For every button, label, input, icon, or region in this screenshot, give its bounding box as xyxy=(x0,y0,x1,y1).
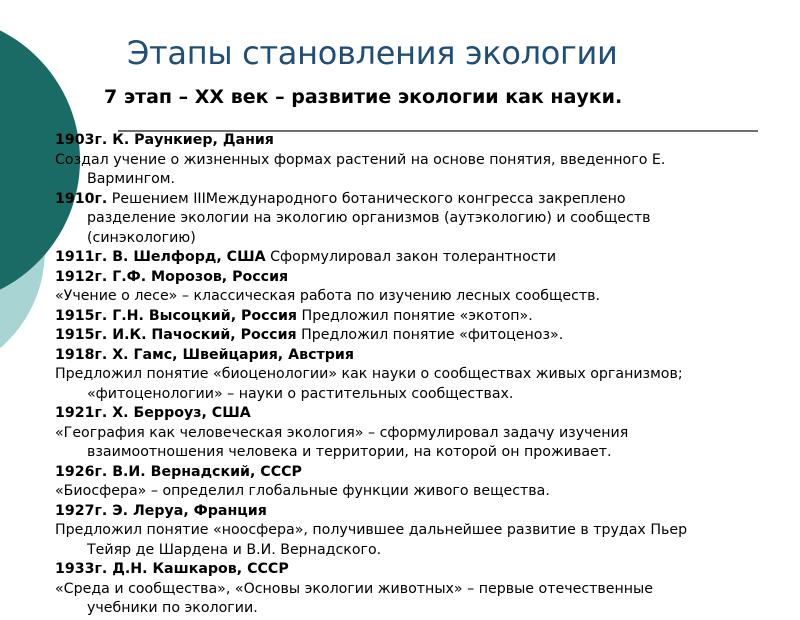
text-line xyxy=(55,327,785,347)
text-line xyxy=(55,444,785,464)
slide-title: Этапы становления экологии xyxy=(127,34,618,72)
text-line xyxy=(55,191,785,211)
line-heading: 1921г. Х. Берроуз, США xyxy=(55,405,251,421)
line-text: «фитоценологии» – науки о растительных сообществах. xyxy=(87,385,514,402)
line-text: «Учение о лесе» – классическая работа по изучению лесных сообществ. xyxy=(55,288,601,304)
text-line xyxy=(55,249,785,269)
text-line xyxy=(55,483,785,503)
line-heading: 1912г. Г.Ф. Морозов, Россия xyxy=(55,268,289,285)
line-heading: 1927г. Э. Леруа, Франция xyxy=(55,502,267,519)
line-text: (синэкологию) xyxy=(87,229,196,246)
line-text: «География как человеческая экология» – сформулировал задачу изучения xyxy=(55,424,629,441)
text-line xyxy=(55,308,785,328)
line-heading: 1903г. К. Раункиер, Дания xyxy=(55,132,274,148)
line-text: Тейяр де Шардена и В.И. Вернадского. xyxy=(87,541,382,558)
line-heading: 1926г. В.И. Вернадский, СССР xyxy=(55,463,302,480)
slide-subtitle: 7 этап – XX век – развитие экологии как науки. xyxy=(104,86,623,108)
text-line xyxy=(55,386,785,406)
line-heading: 1933г. Д.Н. Кашкаров, СССР xyxy=(55,561,289,577)
line-text: Создал учение о жизненных формах растений на основе понятия, введенного Е. xyxy=(55,151,666,168)
line-text: Сформулировал закон толерантности xyxy=(265,249,557,265)
text-line xyxy=(55,288,785,308)
text-line xyxy=(55,210,785,230)
text-line xyxy=(55,171,785,191)
text-line xyxy=(55,425,785,445)
line-text: «Среда и сообщества», «Основы экологии животных» – первые отечественные xyxy=(55,580,653,597)
text-line xyxy=(55,561,785,581)
text-line xyxy=(55,132,785,152)
line-heading: 1911г. В. Шелфорд, США xyxy=(55,249,266,265)
line-text: Предложил понятие «экотоп». xyxy=(297,307,533,324)
line-heading: 1915г. И.К. Пачоский, Россия xyxy=(55,327,297,343)
line-text: разделение экологии на экологию организмов (аутэкологию) и сообществ xyxy=(87,210,651,226)
text-line xyxy=(55,600,785,620)
text-line xyxy=(55,581,785,601)
line-text: Вармингом. xyxy=(87,171,175,187)
line-text: учебники по экологии. xyxy=(87,600,258,616)
line-text: Решением IIIМеждународного ботанического конгресса закреплено xyxy=(107,190,626,207)
text-line xyxy=(55,522,785,542)
text-line xyxy=(55,152,785,172)
line-heading: 1910г. xyxy=(55,190,108,207)
text-line xyxy=(55,542,785,562)
line-heading: 1915г. Г.Н. Высоцкий, Россия xyxy=(55,307,298,324)
text-line xyxy=(55,347,785,367)
text-line xyxy=(55,230,785,250)
line-text: «Биосфера» – определил глобальные функции живого вещества. xyxy=(55,483,550,499)
text-line xyxy=(55,503,785,523)
text-line xyxy=(55,269,785,289)
line-heading: 1918г. Х. Гамс, Швейцария, Австрия xyxy=(55,346,354,363)
line-text: Предложил понятие «фитоценоз». xyxy=(296,327,564,343)
line-text: Предложил понятие «биоценологии» как науки о сообществах живых организмов; xyxy=(55,366,683,382)
line-text: Предложил понятие «ноосфера», получившее дальнейшее развитие в трудах Пьер xyxy=(55,522,688,538)
text-line xyxy=(55,405,785,425)
text-line xyxy=(55,464,785,484)
line-text: взаимоотношения человека и территории, на которой он проживает. xyxy=(87,444,612,460)
text-line xyxy=(55,366,785,386)
content-body xyxy=(55,132,785,620)
